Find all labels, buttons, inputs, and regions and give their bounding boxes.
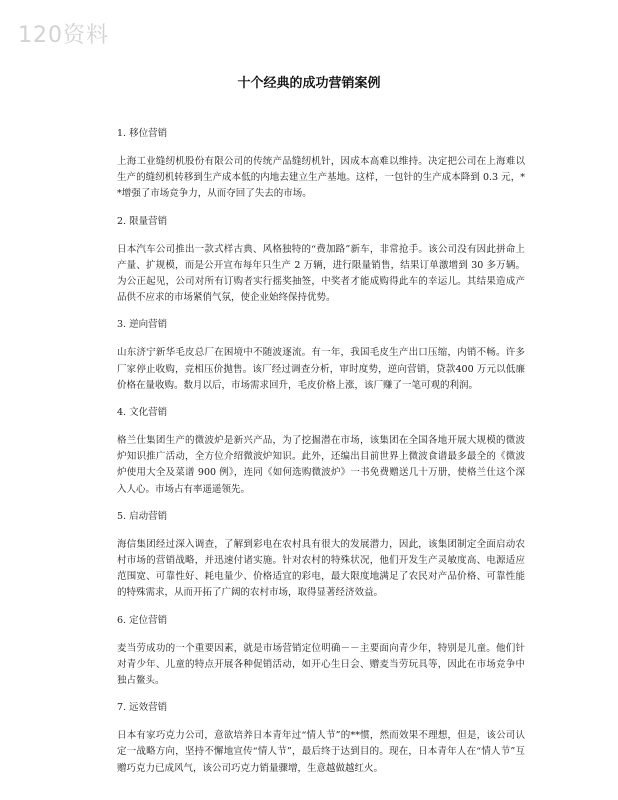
- section-heading: 4. 文化营销: [117, 407, 168, 419]
- section-body: 上海工业缝纫机股份有限公司的传统产品缝纫机针，因成本高难以维持。决定把公司在上海难以生产的缝纫机转移到生产成本低的内地去建立生产基地。这样，一包针的生产成本降到 0.3 元，**增强了市场竞争力，从而夺回了失去的市场。: [117, 156, 525, 200]
- section-body: 日本汽车公司推出一款式样古典、风格独特的“费加路”新车，非常抢手。该公司没有因此拼命上产量、扩规模，而是公开宣布每年只生产 2 万辆，进行限量销售，结果订单激增到 30 多万辆。为公正起见，公司对所有订购者实行摇奖抽签，中奖者才能成购得此车的幸运儿。其结果造成产品供不应求的市场紧俏气氛，使企业始终保持优势。: [117, 243, 525, 304]
- section-body: 海信集团经过深入调查，了解到彩电在农村具有很大的发展潜力，因此，该集团制定全面启动农村市场的营销战略，并迅速付诸实施。针对农村的特殊状况，他们开发生产灵敏度高、电源适应范围宽、可靠性好、耗电量少、价格适宜的彩电，最大限度地满足了农民对产品价格、可靠性能的特殊需求，从而开拓了广阔的农村市场，取得显著经济效益。: [117, 538, 525, 599]
- section-body: 麦当劳成功的一个重要因素，就是市场营销定位明确－－主要面向青少年，特别是儿童。他们针对青少年、儿童的特点开展各种促销活动，如开心生日会、赠麦当劳玩具等，因此在市场竞争中独占鳌头。: [117, 642, 525, 687]
- section-heading: 7. 远效营销: [117, 702, 168, 714]
- section-long-term-marketing: [117, 702, 525, 777]
- document-title: 十个经典的成功营销案例: [237, 76, 381, 91]
- section-move-marketing: [117, 128, 525, 203]
- section-heading: 6. 定位营销: [117, 614, 168, 626]
- section-launch-marketing: [117, 511, 525, 602]
- section-heading: 2. 限量营销: [117, 215, 168, 227]
- section-body: 格兰仕集团生产的微波炉是新兴产品，为了挖掘潜在市场，该集团在全国各地开展大规模的微波炉知识推广活动，全方位介绍微波炉知识。此外，还编出目前世界上微波食谱最多最全的《微波炉使用大全及菜谱 900 例》，连同《如何选购微波炉》一书免费赠送几十万册，使格兰仕这个深入人心。市场占有率遥遥领先。: [117, 435, 525, 495]
- section-body: 山东济宁新华毛皮总厂在困境中不随波逐流。有一年，我国毛皮生产出口压缩，内销不畅。许多厂家停止收购，竞相压价抛售。该厂经过调查分析，审时度势，逆向营销，贷款400 万元以低廉价格在量收购。数月以后，市场需求回升，毛皮价格上涨，该厂赚了一笔可观的利润。: [117, 347, 525, 391]
- document-content: [117, 128, 525, 790]
- section-heading: 1. 移位营销: [117, 128, 168, 139]
- section-limited-marketing: [117, 216, 525, 307]
- section-culture-marketing: [117, 407, 525, 498]
- section-body: 日本有家巧克力公司，意欲培养日本青年过“情人节”的**惯，然而效果不理想，但是，该公司认定一战略方向，坚持不懈地宣传“情人节”，最后终于达到目的。现在，日本青年人在“情人节”互赠巧克力已成风气，该公司巧克力销量骤增，生意越做越红火。: [117, 730, 525, 774]
- section-reverse-marketing: [117, 319, 525, 394]
- section-heading: 3. 逆向营销: [117, 319, 168, 331]
- watermark: 120资料: [18, 23, 109, 48]
- section-heading: 5. 启动营销: [117, 510, 168, 522]
- section-positioning-marketing: [117, 615, 525, 690]
